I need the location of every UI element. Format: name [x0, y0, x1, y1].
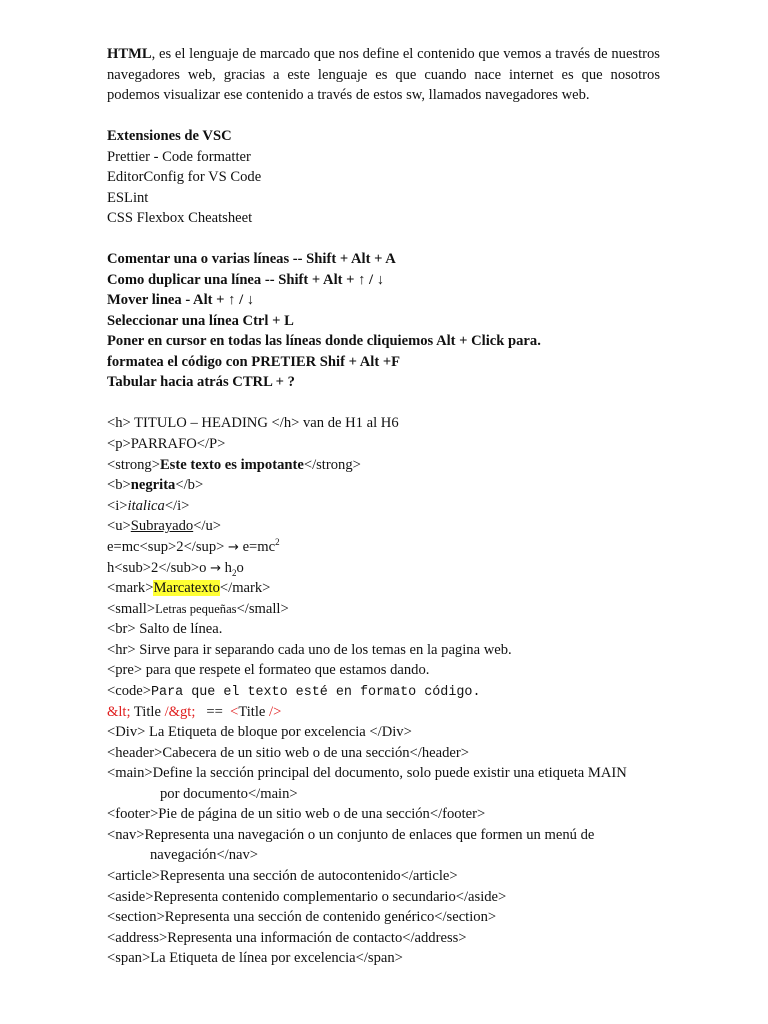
bold-sample: negrita: [130, 477, 176, 493]
tag-code: <small>: [107, 601, 156, 617]
sub-result: h: [224, 560, 232, 576]
tag-mark-line: [107, 579, 270, 597]
tag-code: <mark>: [107, 580, 154, 596]
shortcut-line: Mover linea - Alt + ↑ / ↓: [107, 292, 255, 308]
tag-strong-line: [107, 456, 361, 474]
tag-section-line: <section>Representa una sección de contenido genérico</section>: [107, 909, 497, 925]
tag-code: <code>: [107, 683, 152, 699]
code-sample: Para que el texto esté en formato código.: [151, 685, 481, 700]
highlight-sample: Marcatexto: [153, 580, 220, 596]
entity-result-title: Title: [238, 704, 270, 720]
tag-sup-line: [107, 538, 280, 557]
subscript-sample: 2: [231, 567, 237, 578]
tag-i-line: [107, 497, 189, 515]
tag-code: <i>: [107, 498, 128, 514]
tag-small-line: [107, 600, 289, 618]
arrow-right-icon: →: [228, 540, 239, 555]
tag-code: h<sub>2</sub>o: [107, 560, 207, 576]
tag-main-line-cont: por documento</main>: [160, 786, 298, 802]
shortcut-line: Como duplicar una línea -- Shift + Alt + ↑ / ↓: [107, 272, 385, 288]
underline-sample: Subrayado: [130, 518, 194, 534]
shortcut-line: formatea el código con PRETIER Shif + Alt +F: [107, 354, 401, 370]
tag-code-line: [107, 682, 480, 702]
arrow-right-icon: →: [210, 561, 221, 576]
small-sample: Letras pequeñas: [155, 602, 237, 616]
tag-b-line: [107, 476, 203, 494]
entity-result-gt: />: [269, 704, 282, 720]
shortcut-line: Poner en cursor en todas las líneas donde cliquiemos Alt + Click para.: [107, 333, 541, 349]
superscript-sample: 2: [275, 537, 280, 548]
tag-hr-line: <hr> Sirve para ir separando cada uno de los temas en la pagina web.: [107, 642, 512, 658]
italic-sample: italica: [127, 498, 165, 514]
tag-code: </i>: [164, 498, 190, 514]
extension-item: EditorConfig for VS Code: [107, 169, 262, 185]
strong-sample: Este texto es impotante: [159, 457, 304, 473]
tag-footer-line: <footer>Pie de página de un sitio web o de una sección</footer>: [107, 806, 486, 822]
extension-item: ESLint: [107, 190, 149, 206]
tag-main-line: <main>Define la sección principal del documento, solo puede existir una etiqueta MAIN: [107, 765, 627, 781]
tag-address-line: <address>Representa una información de contacto</address>: [107, 930, 467, 946]
tag-div-line: <Div> La Etiqueta de bloque por excelencia </Div>: [107, 724, 412, 740]
intro-text: , es el lenguaje de marcado que nos define el contenido que vemos a través de nuestros navegadores web, gracias a este lenguaje es que cuando nace internet es que nosotros podemos visualizar ese contenido a través de estos sw, llamados navegadores web.: [107, 46, 660, 103]
tag-code: </b>: [175, 477, 204, 493]
tag-code: </small>: [236, 601, 289, 617]
intro-term: HTML: [107, 46, 152, 62]
entity-lt: &lt;: [107, 704, 131, 720]
tag-article-line: <article>Representa una sección de autocontenido</article>: [107, 868, 458, 884]
tag-u-line: [107, 517, 221, 535]
extension-item: CSS Flexbox Cheatsheet: [107, 210, 253, 226]
tag-nav-line: <nav>Representa una navegación o un conjunto de enlaces que formen un menú de: [107, 827, 595, 843]
entity-gt: /&gt;: [164, 704, 196, 720]
tag-code: </strong>: [303, 457, 361, 473]
tag-pre-line: <pre> para que respete el formateo que estamos dando.: [107, 662, 430, 678]
extension-item: Prettier - Code formatter: [107, 149, 251, 165]
sub-result: o: [236, 560, 244, 576]
tag-sub-line: [107, 559, 244, 578]
extensions-title: Extensiones de VSC: [107, 128, 232, 144]
tag-p-line: <p>PARRAFO</P>: [107, 436, 226, 452]
entity-title: Title: [130, 704, 165, 720]
shortcut-line: Comentar una o varias líneas -- Shift + Alt + A: [107, 251, 396, 267]
entity-equals: ==: [195, 704, 231, 720]
shortcut-line: Seleccionar una línea Ctrl + L: [107, 313, 294, 329]
entity-line: [107, 703, 281, 721]
tag-span-line: <span>La Etiqueta de línea por excelencia</span>: [107, 950, 403, 966]
tag-heading-line: <h> TITULO – HEADING </h> van de H1 al H6: [107, 415, 399, 431]
tag-code: e=mc<sup>2</sup>: [107, 539, 225, 555]
tag-code: </u>: [193, 518, 221, 534]
tag-header-line: <header>Cabecera de un sitio web o de una sección</header>: [107, 745, 469, 761]
tag-code: <strong>: [107, 457, 160, 473]
sup-result: e=mc: [242, 539, 276, 555]
tag-nav-line-cont: navegación</nav>: [150, 847, 259, 863]
tag-code: <u>: [107, 518, 131, 534]
shortcut-line: Tabular hacia atrás CTRL + ?: [107, 374, 295, 390]
tag-aside-line: <aside>Representa contenido complementario o secundario</aside>: [107, 889, 507, 905]
tag-code: <b>: [107, 477, 131, 493]
entity-result-lt: <: [230, 704, 239, 720]
tag-br-line: <br> Salto de línea.: [107, 621, 223, 637]
intro-paragraph: [107, 44, 660, 106]
tag-code: </mark>: [219, 580, 271, 596]
